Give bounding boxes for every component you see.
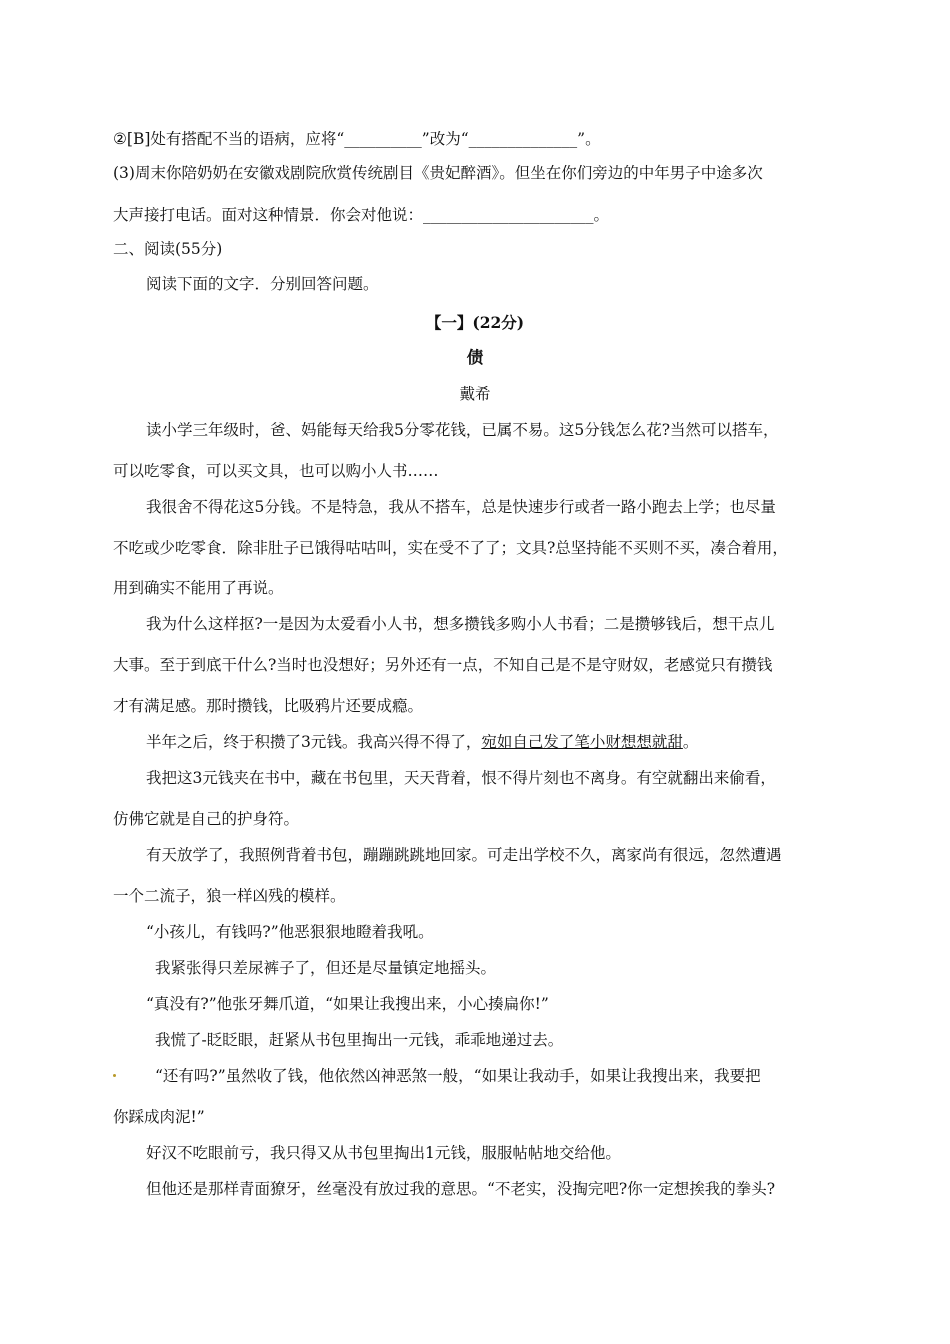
passage-line: 读小学三年级时，爸、妈能每天给我5分零花钱，已属不易。这5分钱怎么花?当然可以搭车， [146, 421, 779, 439]
passage-line: 大事。至于到底干什么?当时也没想好；另外还有一点，不知自己是不是守财奴，老感觉只有攒钱 [113, 656, 773, 674]
passage-line: “真没有?”他张牙舞爪道，“如果让我搜出来，小心揍扁你!” [146, 995, 549, 1013]
passage-number: 【一】(22分) [425, 313, 525, 332]
passage-line: 有天放学了，我照例背着书包，蹦蹦跳跳地回家。可走出学校不久，离家尚有很远，忽然遭遇 [146, 846, 782, 864]
passage-line: “小孩儿，有钱吗?”他恶狠狠地瞪着我吼。 [146, 923, 434, 941]
margin-dot [113, 1074, 116, 1077]
passage-line: 用到确实不能用了再说。 [113, 579, 284, 597]
passage-line-half-year [146, 731, 698, 753]
half-year-end: 。 [682, 733, 699, 751]
passage-line: 我很舍不得花这5分钱。不是特急，我从不搭车，总是快速步行或者一路小跑去上学；也尽量 [146, 498, 776, 516]
half-year-text: 半年之后，终于积攒了3元钱。我高兴得不得了， [146, 733, 482, 751]
passage-author: 戴希 [459, 385, 491, 403]
passage-line: 但他还是那样青面獠牙，丝毫没有放过我的意思。“不老实，没掏完吧?你一定想挨我的拳头? [146, 1180, 776, 1198]
passage-line: “还有吗?”虽然收了钱，他依然凶神恶煞一般，“如果让我动手，如果让我搜出来，我要把 [155, 1067, 761, 1085]
underlined-phrase: 宛如自己发了笔小财想想就甜 [481, 733, 683, 751]
passage-line: 仿佛它就是自己的护身符。 [113, 810, 300, 828]
passage-line: 我把这3元钱夹在书中，藏在书包里，天天背着，恨不得片刻也不离身。有空就翻出来偷看， [146, 769, 776, 787]
passage-line: 一个二流子，狼一样凶残的模样。 [113, 887, 346, 905]
passage-line: 我紧张得只差尿裤子了，但还是尽量镇定地摇头。 [155, 959, 497, 977]
passage-line: 不吃或少吃零食．除非肚子已饿得咕咕叫，实在受不了了；文具?总坚持能不买则不买，凑合着用， [113, 539, 788, 557]
question-3-line-2: 大声接打电话。面对这种情景．你会对他说：______________________。 [113, 206, 610, 224]
passage-line: 你踩成肉泥!” [113, 1108, 205, 1126]
passage-line: 我为什么这样抠?一是因为太爱看小人书，想多攒钱多购小人书看；二是攒够钱后，想干点儿 [146, 615, 775, 633]
passage-line: 可以吃零食，可以买文具，也可以购小人书…… [113, 462, 439, 480]
passage-line: 好汉不吃眼前亏，我只得又从书包里掏出1元钱，服服帖帖地交给他。 [146, 1144, 621, 1162]
passage-line: 才有满足感。那时攒钱，比吸鸦片还要成瘾。 [113, 697, 424, 715]
section-instruction: 阅读下面的文字．分别回答问题。 [146, 275, 379, 293]
question-2-line: ②[B]处有搭配不当的语病，应将“__________”改为“______________”。 [113, 130, 601, 148]
passage-line: 我慌了-眨眨眼，赶紧从书包里掏出一元钱，乖乖地递过去。 [155, 1031, 564, 1049]
question-3-line-1: (3)周末你陪奶奶在安徽戏剧院欣赏传统剧目《贵妃醉酒》。但坐在你们旁边的中年男子中途多次 [113, 164, 763, 182]
passage-title: 债 [466, 348, 484, 367]
section-heading: 二、阅读(55分) [113, 240, 223, 258]
